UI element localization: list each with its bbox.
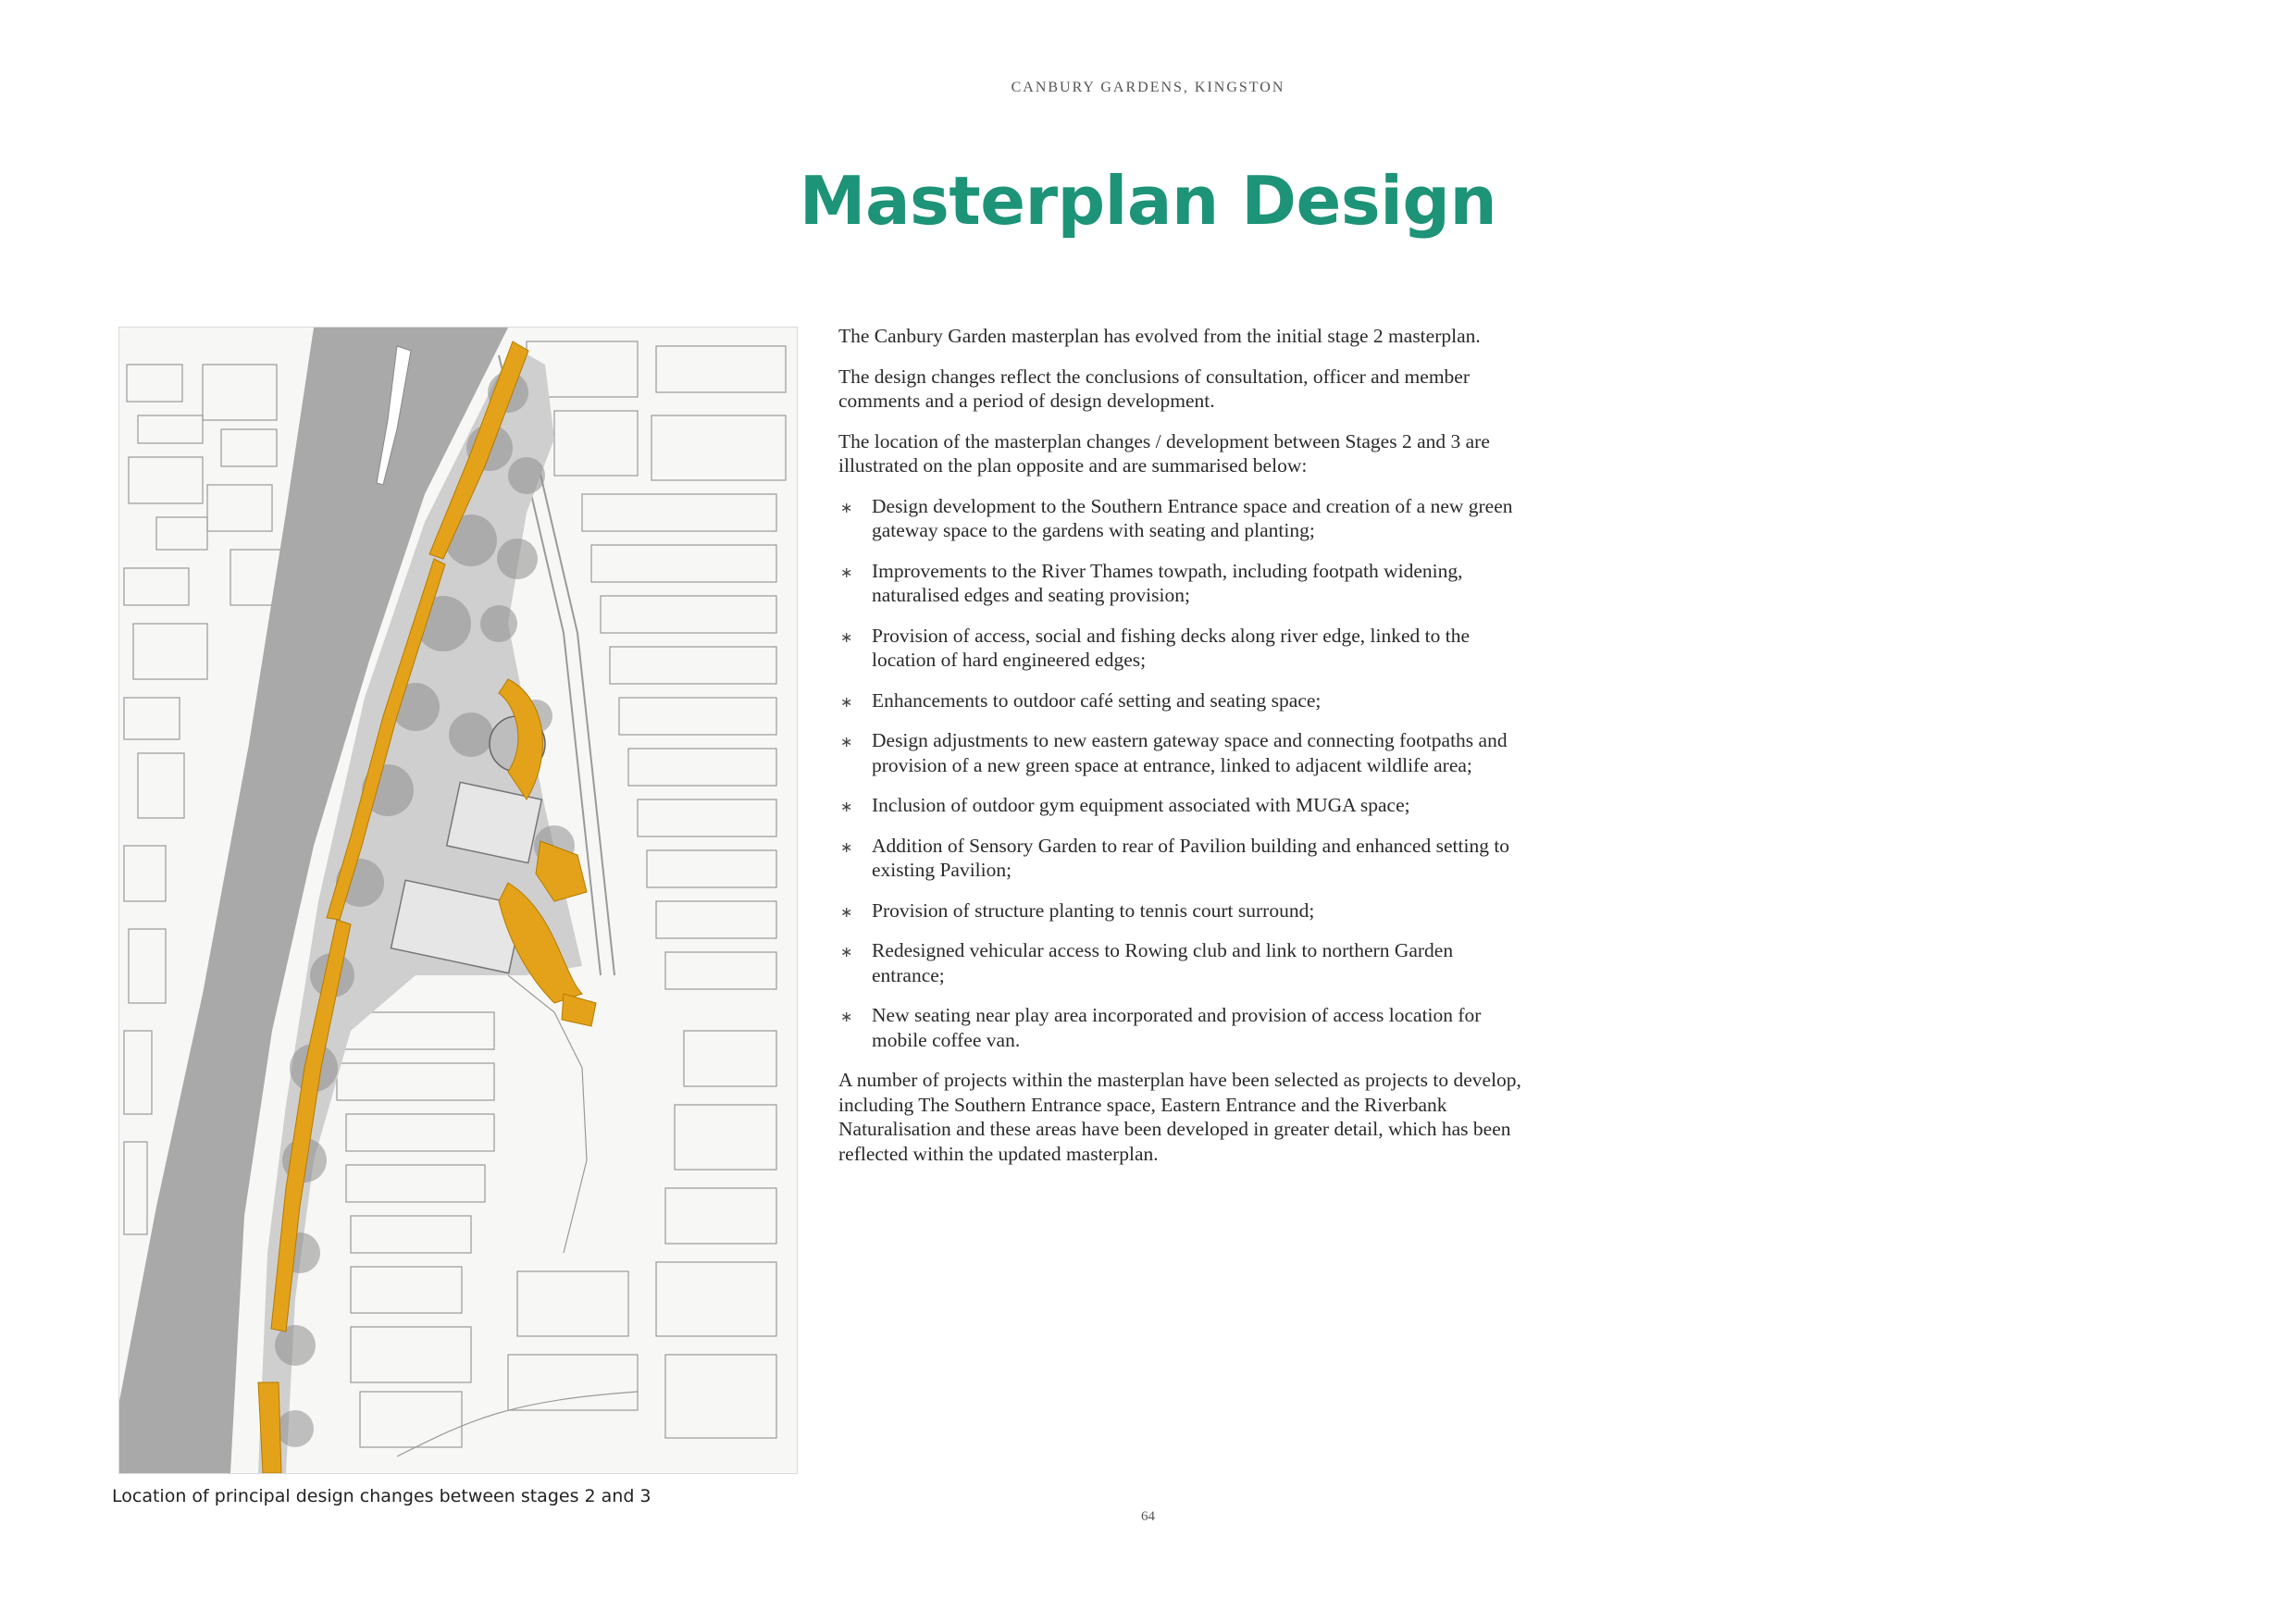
bullet-icon: ∗ [840,837,853,856]
list-item: ∗ Design development to the Southern Entrance space and creation of a new green gateway space to the gardens with seating and planting; [840,494,1513,541]
bullet-icon: ∗ [840,943,853,960]
list-item: ∗ Design adjustments to new eastern gateway space and connecting footpaths and provision of a new green space at entrance, linked to adjacent wildlife area; [840,729,1508,776]
list-item: ∗ Provision of structure planting to tennis court surround; [838,898,1528,923]
intro-paragraph: The design changes reflect the conclusions of consultation, officer and member comments and a period of design development. [838,365,1470,412]
intro-paragraph: The Canbury Garden masterplan has evolved from the initial stage 2 masterplan. [838,325,1481,347]
changes-list [838,494,1528,1053]
bullet-icon: ∗ [840,627,853,646]
bullet-icon: ∗ [840,563,853,581]
page-title: Masterplan Design [799,162,1497,240]
list-item: ∗ New seating near play area incorporated and provision of access location for mobile coffee van. [840,1004,1482,1051]
masterplan-map [118,327,798,1474]
bullet-icon: ∗ [840,902,853,921]
intro-paragraph: The location of the masterplan changes / development between Stages 2 and 3 are illustrated on the plan opposite and are summarised below: [838,429,1490,477]
list-item: ∗ Improvements to the River Thames towpath, including footpath widening, naturalised edges and seating provision; [840,559,1463,606]
page-number: 64 [1141,1509,1155,1524]
body-text [838,324,1528,1182]
list-item: ∗ Addition of Sensory Garden to rear of Pavilion building and enhanced setting to existing Pavilion; [840,834,1510,881]
closing-paragraph: A number of projects within the masterplan have been selected as projects to develop, including The Southern Entrance space, Eastern Entrance and the Riverbank Naturalisation and these areas have been developed in greater detail, which has been reflected within the updated masterplan. [838,1069,1521,1165]
bullet-icon: ∗ [840,1008,853,1025]
list-item: ∗ Enhancements to outdoor café setting and seating space; [838,688,1528,713]
bullet-icon: ∗ [840,692,853,711]
bullet-icon: ∗ [840,798,853,815]
list-item: ∗ Redesigned vehicular access to Rowing club and link to northern Garden entrance; [840,939,1454,986]
list-item: ∗ Inclusion of outdoor gym equipment associated with MUGA space; [838,793,1528,818]
bullet-icon: ∗ [840,733,853,750]
figure-caption: Location of principal design changes between stages 2 and 3 [112,1486,652,1506]
list-item: ∗ Provision of access, social and fishing decks along river edge, linked to the location of hard engineered edges; [840,624,1471,671]
bullet-icon: ∗ [840,498,853,516]
running-header: CANBURY GARDENS, KINGSTON [1011,80,1285,95]
